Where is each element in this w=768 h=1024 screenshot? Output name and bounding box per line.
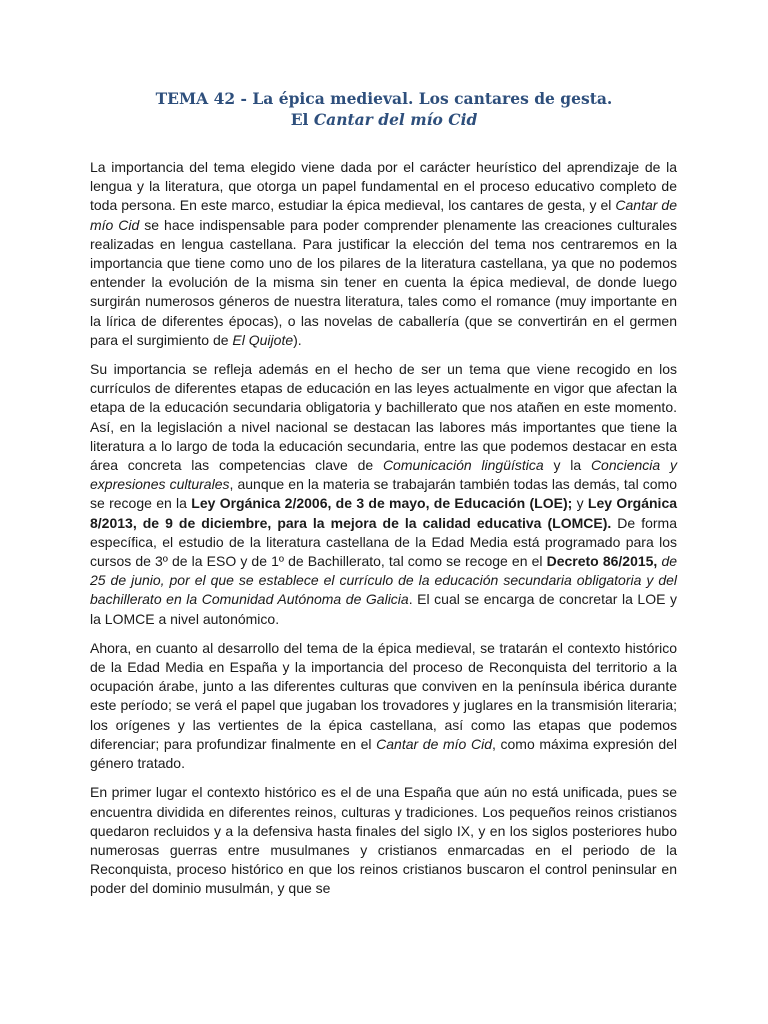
p2-bold-1: Ley Orgánica 2/2006, de 3 de mayo, de Educación (LOE); — [191, 495, 573, 512]
p2-bold-2: Ley Orgánica 8/2013, de 9 de diciembre, para la mejora de la calidad educativa (LOMCE). — [90, 495, 678, 531]
paragraph-4 — [90, 783, 677, 898]
p2-italic-3: de 25 de junio, por el que se establece el currículo de la educación secundaria obligatoria y del bachillerato en la Comunidad Autónoma de Galicia — [90, 553, 678, 608]
p2-text-7: . El cual se encarga de concretar la LOE y la LOMCE a nivel autonómico. — [90, 591, 677, 627]
p1-italic-2: El Quijote — [232, 331, 294, 348]
p2-text-5: De forma específica, el estudio de la literatura castellana de la Edad Media está programado para los cursos de 3º de la ESO y de 1º de Bachillerato, tal como se recoge en el — [90, 514, 677, 570]
p2-text-2: y la — [543, 457, 591, 474]
paragraph-1 — [90, 158, 677, 350]
p3-text-1: Ahora, en cuanto al desarrollo del tema de la épica medieval, se tratarán el contexto histórico de la Edad Media en España y la importancia del proceso de Reconquista del territorio a la ocupación árabe, junto a las diferentes culturas que conviven en la península ibérica durante este período; se verá el papel que jugaban los trovadores y juglares en la transmisión literaria; los orígenes y las vertientes de la épica castellana, así como las etapas que podemos diferenciar; para profundizar finalmente en el — [90, 639, 677, 752]
p1-text-3: ). — [293, 331, 302, 348]
p1-italic-1: Cantar de mío Cid — [90, 197, 677, 233]
paragraph-2 — [90, 360, 677, 629]
document-body — [90, 158, 677, 909]
p2-text-1: Su importancia se refleja además en el hecho de ser un tema que viene recogido en los currículos de diferentes etapas de educación en las leyes actualmente en vigor que afectan la etapa de la educación secundaria obligatoria y bachillerato que nos atañen en este momento. Así, en la legislación a nivel nacional se destacan las labores más importantes que tiene la literatura a lo largo de toda la educación secundaria, entre las que podemos destacar en esta área concreta las competencias clave de — [90, 361, 677, 474]
p1-text-2: se hace indispensable para poder comprender plenamente las creaciones culturales realizadas en lengua castellana. Para justificar la elección del tema nos centraremos en la importancia que tiene como uno de los pilares de la literatura castellana, ya que no podemos entender la evolución de la misma sin tener en cuenta la épica medieval, de donde luego surgirán numerosos géneros de nuestra literatura, tales como el romance (muy importante en la lírica de diferentes épocas), o las novelas de caballería (que se convertirán en el germen para el surgimiento de — [90, 216, 678, 348]
subtitle-prefix: El — [290, 110, 314, 129]
p3-italic-1: Cantar de mío Cid — [376, 735, 492, 752]
p2-bold-3: Decreto 86/2015, — [546, 553, 658, 570]
p1-text-1: La importancia del tema elegido viene dada por el carácter heurístico del aprendizaje de la lengua y la literatura, que otorga un papel fundamental en el proceso educativo completo de toda persona. En este marco, estudiar la épica medieval, los cantares de gesta, y el — [90, 159, 677, 214]
p2-italic-1: Comunicación lingüística — [382, 457, 544, 474]
p2-text-3: , aunque en la materia se trabajarán también todas las demás, tal como se recoge en la — [90, 476, 677, 512]
subtitle-work-title: Cantar del mío Cid — [313, 110, 478, 129]
document-title: TEMA 42 - La épica medieval. Los cantares de gesta. — [155, 89, 613, 108]
paragraph-3 — [90, 639, 677, 773]
document-subtitle — [0, 108, 768, 132]
p2-text-4: y — [572, 495, 588, 512]
p3-text-2: , como máxima expresión del género tratado. — [90, 735, 678, 772]
p4-text-1: En primer lugar el contexto histórico es el de una España que aún no está unificada, pues se encuentra dividida en diferentes reinos, culturas y tradiciones. Los pequeños reinos cristianos quedaron recluidos y a la defensiva hasta finales del siglo IX, y en los siglos posteriores hubo numerosas guerras entre musulmanes y cristianos enmarcadas en el periodo de la Reconquista, proceso histórico en que los reinos cristianos buscaron el control peninsular en poder del dominio musulmán, y que se — [90, 784, 677, 897]
p2-italic-2: Conciencia y expresiones culturales — [90, 457, 677, 493]
